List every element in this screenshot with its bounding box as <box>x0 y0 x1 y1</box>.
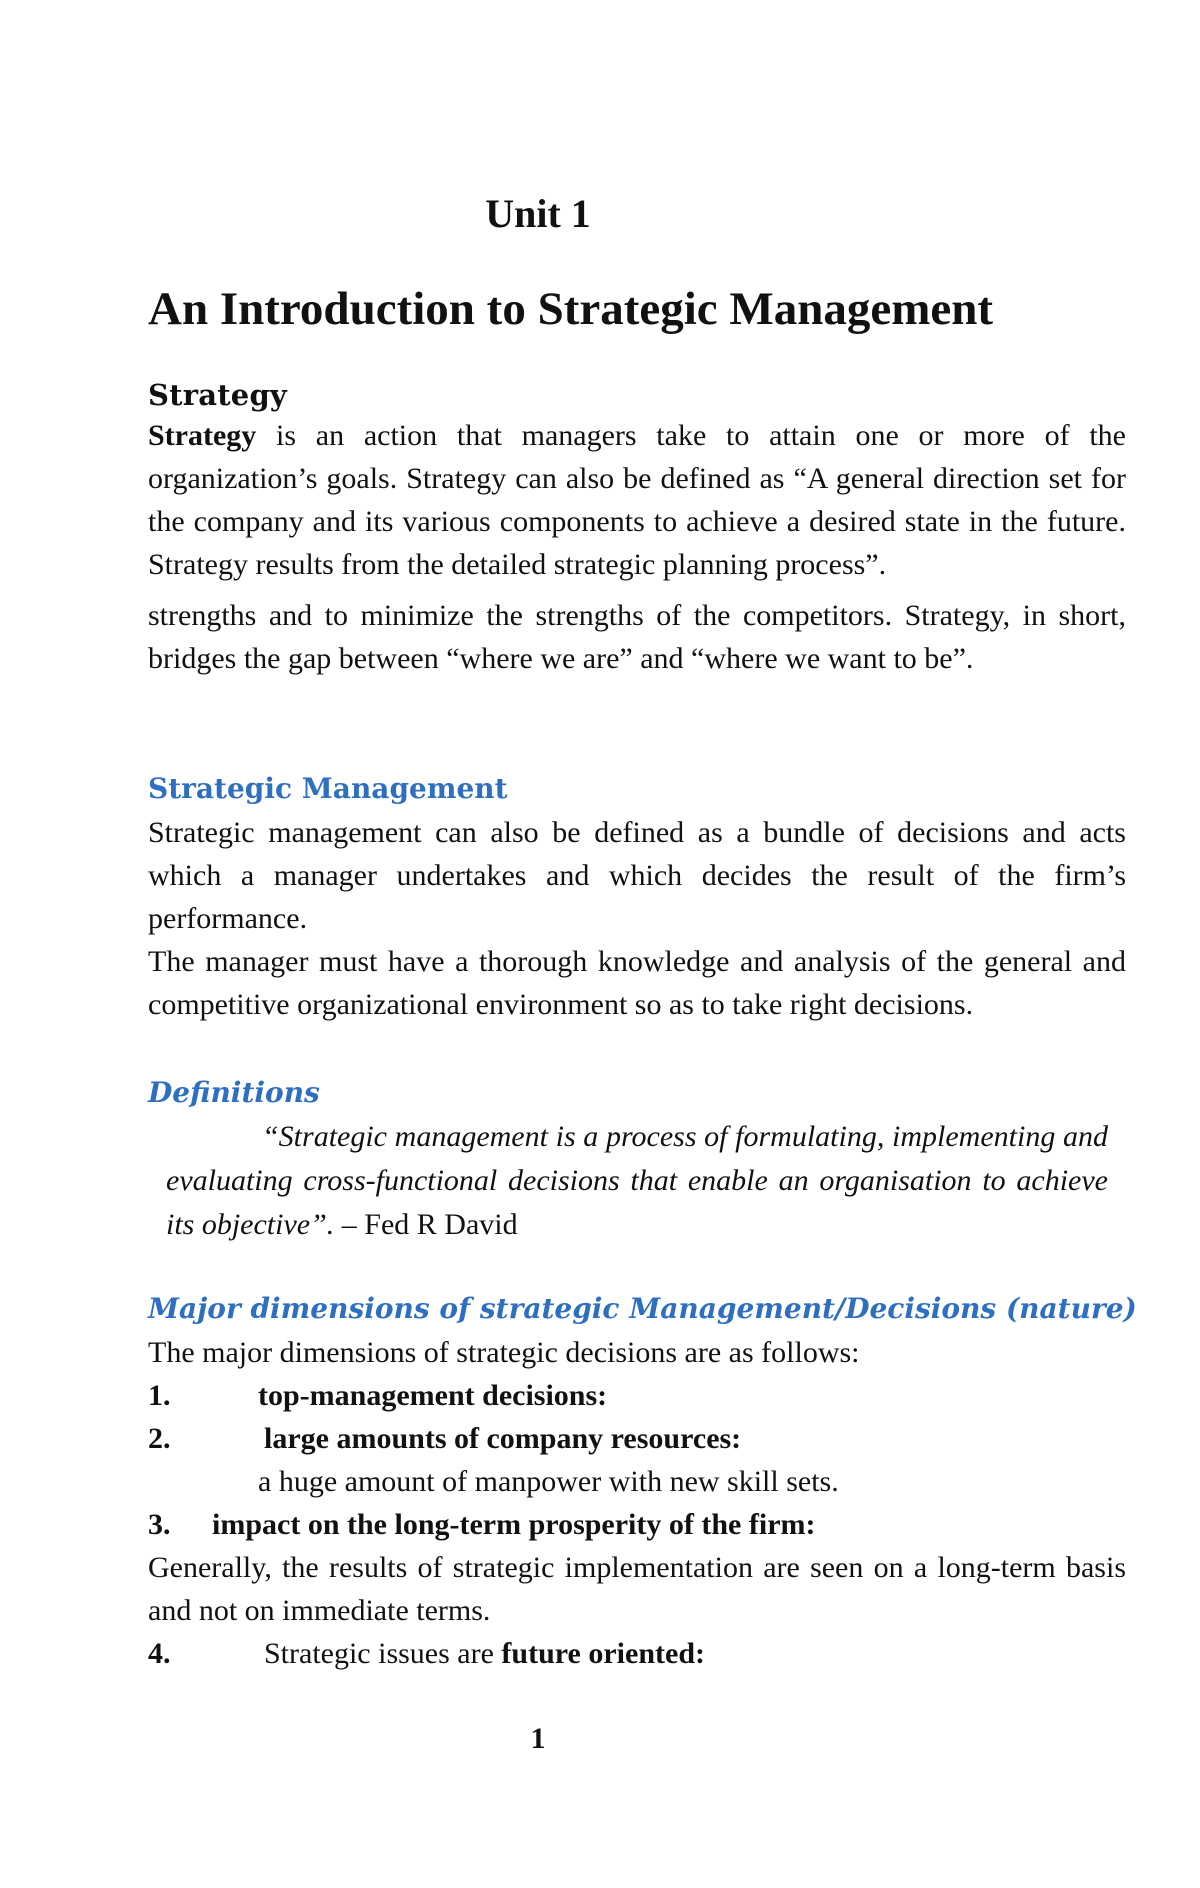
list-item-title: top-management decisions: <box>258 1379 608 1412</box>
list-item <box>148 1632 1126 1675</box>
page-number: 1 <box>530 1722 546 1755</box>
dimensions-heading: Major dimensions of strategic Management/Decisions (nature) <box>148 1292 1137 1325</box>
list-item-title: large amounts of company resources: <box>264 1422 742 1455</box>
dimensions-intro: The major dimensions of strategic decisions are as follows: <box>148 1336 860 1369</box>
dimensions-section <box>148 1292 1137 1675</box>
list-item <box>148 1374 1126 1417</box>
list-item-number: 2. <box>148 1422 171 1455</box>
strategy-paragraph <box>148 414 1126 586</box>
unit-title: Unit 1 <box>485 191 591 236</box>
strategy-section <box>148 378 1126 680</box>
definitions-heading: Definitions <box>148 1076 320 1109</box>
list-item-title: impact on the long-term prosperity of the firm: <box>212 1508 816 1541</box>
definition-quote-text: “Strategic management is a process of formulating, implementing and evaluating cross-functional decisions that enable an organisation to achieve its objective”. <box>166 1120 1108 1241</box>
chapter-title: An Introduction to Strategic Management <box>148 283 994 335</box>
list-item-title-bold: future oriented: <box>501 1637 705 1670</box>
definitions-section <box>148 1076 1126 1247</box>
list-item <box>148 1503 1126 1546</box>
list-item-detail: Generally, the results of strategic implementation are seen on a long-term basis and not on immediate terms. <box>148 1551 1126 1627</box>
list-item-number: 3. <box>148 1508 171 1541</box>
strategic-management-heading: Strategic Management <box>148 772 508 805</box>
manager-knowledge-paragraph: The manager must have a thorough knowledge and analysis of the general and competitive organizational environment so as to take right decisions. <box>148 945 1126 1021</box>
list-item <box>148 1417 1126 1460</box>
strategy-summary-paragraph: strengths and to minimize the strengths of the competitors. Strategy, in short, bridges the gap between “where we are” and “where we want to be”. <box>148 599 1126 675</box>
definition-author: – Fed R David <box>334 1208 518 1241</box>
definition-quote <box>148 1115 1108 1247</box>
list-item-detail: a huge amount of manpower with new skill sets. <box>258 1465 839 1498</box>
list-item-number: 1. <box>148 1379 171 1412</box>
list-item-number: 4. <box>148 1637 171 1670</box>
strategic-management-section <box>148 772 1126 1026</box>
strategy-definition-text: is an action that managers take to attain one or more of the organization’s goals. Strategy can also be defined as “A general direction set for the company and its various components to achieve a desired state in the future. Strategy results from the detailed strategic planning process”. <box>148 419 1126 581</box>
list-item-title-plain: Strategic issues are <box>264 1637 502 1670</box>
strategic-management-paragraph: Strategic management can also be defined as a bundle of decisions and acts which a manager undertakes and which decides the result of the firm’s performance. <box>148 816 1126 935</box>
strategy-lead-term: Strategy <box>148 419 257 452</box>
strategy-label: Strategy <box>148 378 287 412</box>
